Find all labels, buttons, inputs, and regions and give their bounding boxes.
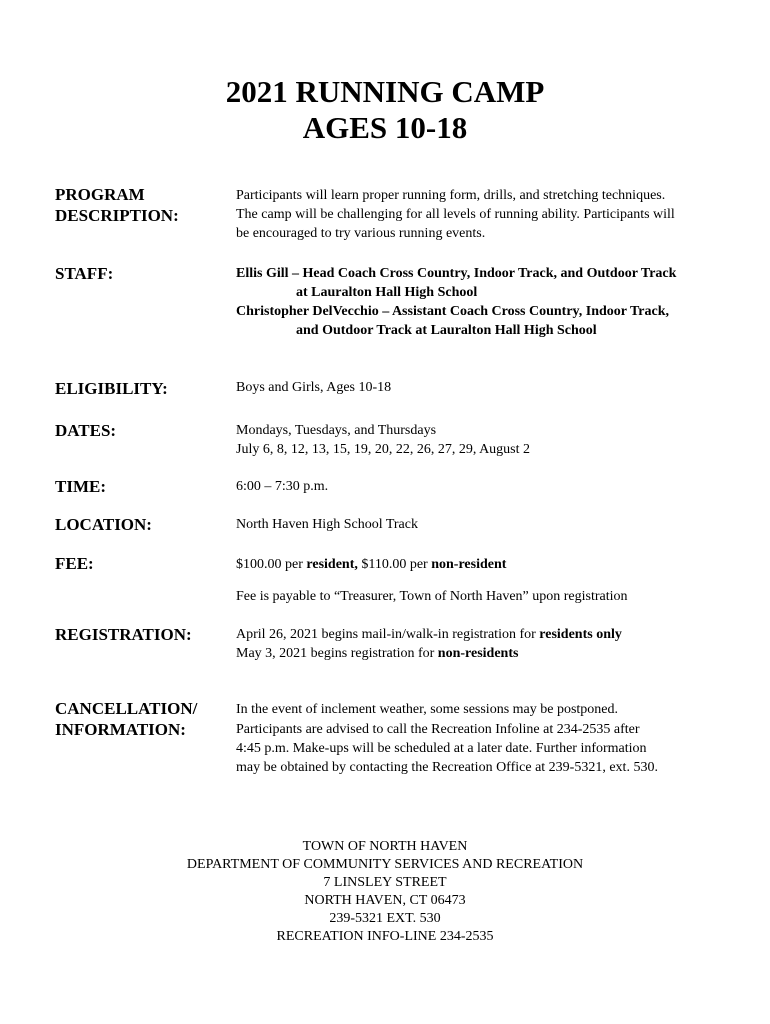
time-value: 6:00 – 7:30 p.m. bbox=[236, 479, 329, 494]
staff-line: Christopher DelVecchio – Assistant Coach Cross Country, Indoor Track, bbox=[236, 304, 670, 319]
dates-label: DATES: bbox=[55, 421, 117, 440]
cancellation-label bbox=[55, 698, 197, 740]
staff-line: and Outdoor Track at Lauralton Hall High School bbox=[296, 323, 597, 338]
dates-line: Mondays, Tuesdays, and Thursdays bbox=[236, 423, 437, 438]
program-label-line-1: PROGRAM bbox=[55, 185, 145, 204]
program-label bbox=[55, 184, 179, 226]
fee-label: FEE: bbox=[55, 554, 94, 573]
location-label: LOCATION: bbox=[55, 515, 152, 534]
time-label: TIME: bbox=[55, 477, 106, 496]
fee-text: $100.00 per bbox=[236, 557, 307, 572]
program-label-line-2: DESCRIPTION: bbox=[55, 206, 179, 225]
title-line-1: 2021 RUNNING CAMP bbox=[225, 74, 545, 109]
footer-line: 7 LINSLEY STREET bbox=[323, 875, 447, 890]
footer-line: NORTH HAVEN, CT 06473 bbox=[304, 893, 466, 908]
dates-line: July 6, 8, 12, 13, 15, 19, 20, 22, 26, 27, 29, August 2 bbox=[236, 442, 531, 457]
registration-line-2 bbox=[236, 644, 622, 663]
page-title bbox=[0, 74, 770, 146]
cancellation-label-line-1: CANCELLATION/ bbox=[55, 699, 198, 718]
location-value: North Haven High School Track bbox=[236, 517, 418, 532]
fee-note: Fee is payable to “Treasurer, Town of North Haven” upon registration bbox=[236, 589, 628, 604]
footer-address bbox=[0, 838, 770, 946]
fee-resident-emphasis: resident, bbox=[306, 557, 358, 572]
eligibility-label: ELIGIBILITY: bbox=[55, 379, 168, 398]
eligibility-value: Boys and Girls, Ages 10-18 bbox=[236, 380, 392, 395]
registration-line-1 bbox=[236, 625, 622, 644]
dates-value bbox=[236, 421, 530, 459]
registration-label: REGISTRATION: bbox=[55, 625, 192, 644]
cancellation-line: may be obtained by contacting the Recreation Office at 239-5321, ext. 530. bbox=[236, 760, 658, 775]
staff-line: Ellis Gill – Head Coach Cross Country, Indoor Track, and Outdoor Track bbox=[236, 266, 677, 281]
staff-line: at Lauralton Hall High School bbox=[296, 285, 478, 300]
staff-list bbox=[236, 264, 676, 340]
cancellation-label-line-2: INFORMATION: bbox=[55, 720, 186, 739]
cancellation-line: Participants are advised to call the Recreation Infoline at 234-2535 after bbox=[236, 722, 640, 737]
footer-line: TOWN OF NORTH HAVEN bbox=[302, 839, 468, 854]
footer-line: 239-5321 EXT. 530 bbox=[329, 911, 441, 926]
title-line-2: AGES 10-18 bbox=[302, 110, 468, 145]
program-line: The camp will be challenging for all levels of running ability. Participants will bbox=[236, 207, 675, 222]
registration-nonresidents-emphasis: non-residents bbox=[437, 646, 519, 661]
cancellation-first-line: In the event of inclement weather, some sessions may be postponed. bbox=[236, 702, 619, 717]
fee-value bbox=[236, 555, 506, 574]
program-line: Participants will learn proper running form, drills, and stretching techniques. bbox=[236, 188, 666, 203]
program-line: be encouraged to try various running events. bbox=[236, 226, 486, 241]
registration-text: May 3, 2021 begins registration for bbox=[236, 646, 438, 661]
cancellation-info bbox=[236, 720, 658, 777]
fee-text: $110.00 per bbox=[357, 557, 432, 572]
staff-label: STAFF: bbox=[55, 264, 114, 283]
registration-residents-emphasis: residents only bbox=[539, 627, 622, 642]
registration-text: April 26, 2021 begins mail-in/walk-in registration for bbox=[236, 627, 540, 642]
registration-value bbox=[236, 625, 622, 663]
cancellation-line: 4:45 p.m. Make-ups will be scheduled at a later date. Further information bbox=[236, 741, 647, 756]
footer-line: DEPARTMENT OF COMMUNITY SERVICES AND RECREATION bbox=[186, 857, 584, 872]
footer-line: RECREATION INFO-LINE 234-2535 bbox=[276, 929, 494, 944]
fee-nonresident-emphasis: non-resident bbox=[431, 557, 507, 572]
program-description bbox=[236, 186, 675, 243]
